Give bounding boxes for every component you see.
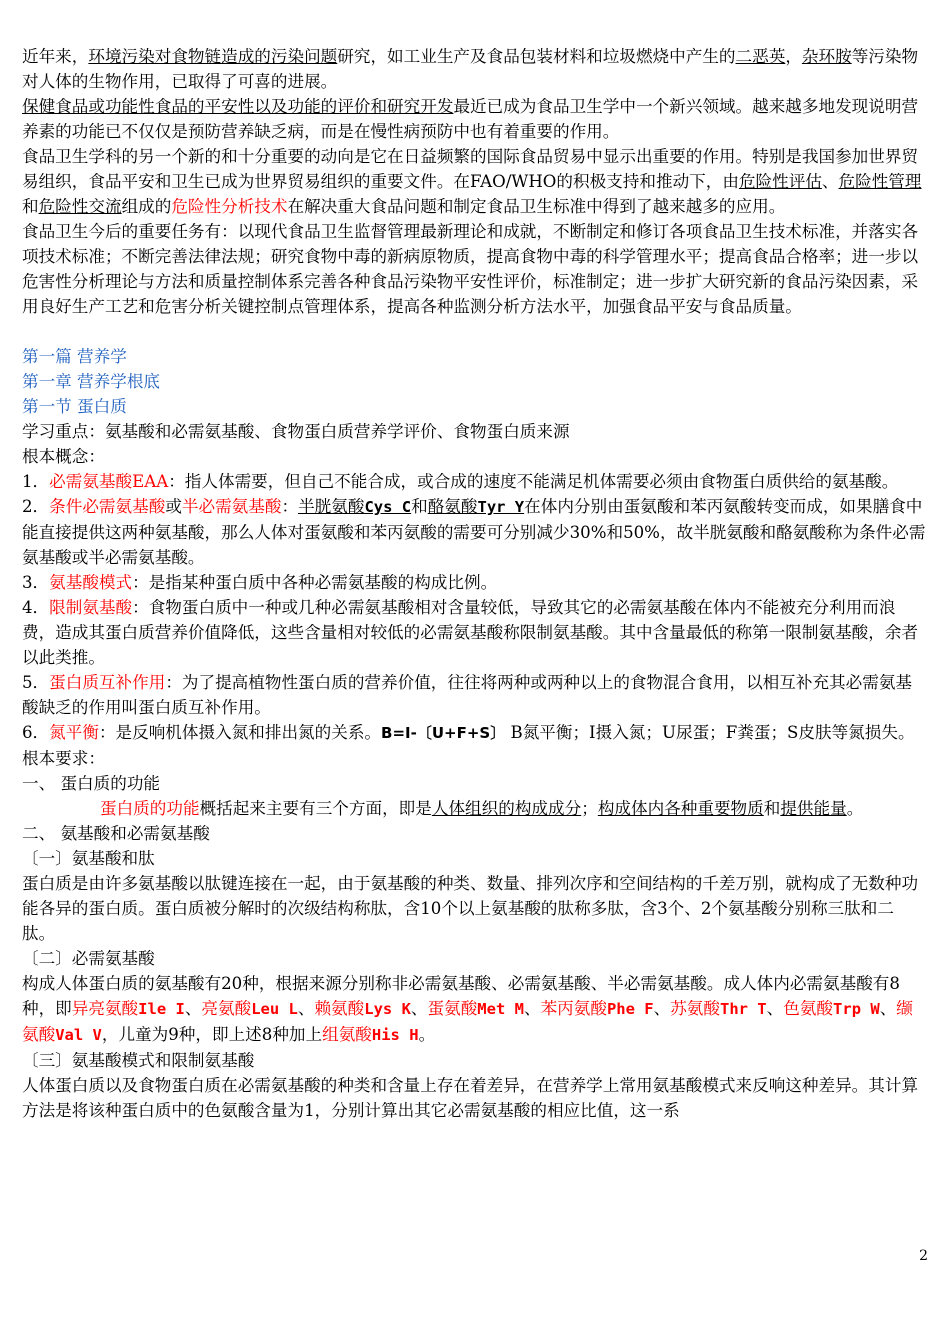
key-points: 学习重点：氨基酸和必需氨基酸、食物蛋白质营养学评价、食物蛋白质来源 <box>22 422 570 441</box>
amino-acid-name: 异亮氨酸 <box>71 999 139 1018</box>
text: 。 <box>418 1025 436 1044</box>
text: ： <box>281 497 299 516</box>
text: 构成人体蛋白质的氨基酸有20种，根据来源分别称非必需氨基酸、必需氨基酸、半必需氨基酸。成人体内必需氨基酸有8种，即 <box>22 974 900 1018</box>
text: 和 <box>411 497 428 516</box>
concept-text: B氮平衡；I摄入氮；U尿蛋；F粪蛋；S皮肤等氮损失。 <box>505 723 915 742</box>
highlighted-term: 危险性分析技术 <box>171 197 288 216</box>
page-number: 2 <box>919 1248 928 1264</box>
amino-acid-code: Met M <box>477 1000 524 1018</box>
document-body <box>22 44 927 1123</box>
concept-text: ：为了提高植物性蛋白质的营养价值，往往将两种或两种以上的食物混合食用，以相互补充其必需氨基酸缺乏的作用叫蛋白质互补作用。 <box>22 673 913 717</box>
amino-acid-name: 色氨酸 <box>783 999 834 1018</box>
underlined-term-dioxin: 二恶英 <box>735 47 786 66</box>
amino-acid-code: Thr T <box>719 1000 767 1018</box>
text: 概括起来主要有三个方面，即是 <box>199 799 432 818</box>
separator: 、 <box>523 999 541 1018</box>
concept-term: 氨基酸模式 <box>49 573 133 592</box>
heading-chapter: 第一章 营养学根底 <box>22 372 161 391</box>
concept-text: ：指人体需要，但自己不能合成，或合成的速度不能满足机体需要必须由食物蛋白质供给的氨基酸。 <box>168 472 899 491</box>
text: 。 <box>846 799 864 818</box>
item-number: 1． <box>22 472 50 491</box>
amino-acid-name: 半胱氨酸 <box>298 497 365 516</box>
separator: 、 <box>653 999 671 1018</box>
separator: 、 <box>297 999 315 1018</box>
heading-amino-acids: 二、 氨基酸和必需氨基酸 <box>22 824 210 843</box>
amino-acid-name: 蛋氨酸 <box>427 999 478 1018</box>
concept-text: ：食物蛋白质中一种或几种必需氨基酸相对含量较低，导致其它的必需氨基酸在体内不能被充分利用而浪费，造成其蛋白质营养价值降低，这些含量相对较低的必需氨基酸称限制氨基酸。其中含量最低的称第一限制氨基酸，余者以此类推。 <box>22 598 919 667</box>
paragraph-amino-acids-peptides: 蛋白质是由许多氨基酸以肽键连接在一起，由于氨基酸的种类、数量、排列次序和空间结构的千差万别，就构成了无数种功能各异的蛋白质。蛋白质被分解时的次级结构称肽，含10个以上氨基酸的肽称多肽，含3个、2个氨基酸分别称三肽和二肽。 <box>22 874 919 943</box>
heading-part: 第一篇 营养学 <box>22 347 127 366</box>
concept-text: ：是指某种蛋白质中各种必需氨基酸的构成比例。 <box>132 573 498 592</box>
item-number: 2． <box>22 497 50 516</box>
separator: 、 <box>766 999 784 1018</box>
underlined-term: 危险性评估 <box>738 172 822 191</box>
text: 在解决重大食品问题和制定食品卫生标准中得到了越来越多的应用。 <box>287 197 786 216</box>
amino-acid-name: 缬氨酸 <box>22 999 913 1044</box>
text: 、 <box>821 172 839 191</box>
item-number: 6． <box>22 723 50 742</box>
underlined-phrase: 保健食品或功能性食品的平安性以及功能的评价和研究开发 <box>22 97 454 116</box>
requirements-title: 根本要求： <box>22 749 105 768</box>
underlined-phrase: 环境污染对食物链造成的污染问题 <box>88 47 338 66</box>
amino-acid-code: Tyr Y <box>477 498 525 516</box>
concept-term: 蛋白质互补作用 <box>49 673 166 692</box>
concept-term: 限制氨基酸 <box>49 598 133 617</box>
amino-acid-name: 组氨酸 <box>322 1025 372 1044</box>
amino-acid-name: 赖氨酸 <box>314 999 365 1018</box>
text: 儿童为9种，即上述8种加上 <box>118 1025 323 1044</box>
separator: 、 <box>184 999 202 1018</box>
paragraph-protein-function <box>22 796 927 821</box>
concept-text: ：是反响机体摄入氮和排出氮的关系。 <box>98 723 382 742</box>
text: 组成的 <box>121 197 172 216</box>
amino-acid-name: 苯丙氨酸 <box>540 999 607 1018</box>
paragraph-amino-acid-pattern: 人体蛋白质以及食物蛋白质在必需氨基酸的种类和含量上存在着差异，在营养学上常用氨基酸模式来反响这种差异。其计算方法是将该种蛋白质中的色氨酸含量为1，分别计算出其它必需氨基酸的相应比值，这一系 <box>22 1076 919 1120</box>
concept-term: 必需氨基酸EAA <box>49 472 169 491</box>
text: 等污染物对人体的生物作用，已取得了可喜的进展。 <box>22 47 919 91</box>
heading-protein-function: 一、 蛋白质的功能 <box>22 774 161 793</box>
underlined-term: 危险性交流 <box>38 197 122 216</box>
underlined-cys <box>298 497 411 516</box>
concept-1 <box>22 469 927 494</box>
text: 近年来， <box>22 47 89 66</box>
subheading-essential-amino-acids: 〔二〕必需氨基酸 <box>22 949 155 968</box>
underlined-term-heterocyclic-amine: 杂环胺 <box>801 47 852 66</box>
concepts-title: 根本概念： <box>22 447 105 466</box>
underlined-term: 危险性管理 <box>838 172 922 191</box>
underlined-phrase: 提供能量 <box>780 799 847 818</box>
heading-section: 第一节 蛋白质 <box>22 397 127 416</box>
separator: 、 <box>879 999 897 1018</box>
amino-acid-code: His H <box>371 1026 419 1044</box>
item-number: 5． <box>22 673 50 692</box>
amino-acid-name: 酪氨酸 <box>427 497 478 516</box>
paragraph-essential-amino-acids <box>22 971 927 1048</box>
concept-3 <box>22 570 927 595</box>
amino-acid-code: Cys C <box>364 498 412 516</box>
spacer <box>22 319 927 344</box>
concept-term: 氮平衡 <box>49 723 99 742</box>
text: 或 <box>165 497 182 516</box>
amino-acid-code: Lys K <box>364 1000 411 1018</box>
separator: 、 <box>410 999 428 1018</box>
paragraph-pollution <box>22 44 927 94</box>
text: ； <box>581 799 598 818</box>
item-number: 3． <box>22 573 50 592</box>
highlighted-term: 蛋白质的功能 <box>100 799 200 818</box>
concept-term: 半必需氨基酸 <box>181 497 282 516</box>
concept-2 <box>22 494 927 570</box>
concept-term: 条件必需氨基酸 <box>49 497 166 516</box>
text: 和 <box>763 799 781 818</box>
item-number: 4． <box>22 598 50 617</box>
text: 和 <box>22 197 39 216</box>
nitrogen-balance-formula: B=I-〔U+F+S〕 <box>381 724 506 742</box>
text: 食品卫生学科的另一个新的和十分重要的动向是它在日益频繁的国际食品贸易中显示出重要的作用。特别是我国参加世界贸易组织，食品平安和卫生已成为世界贸易组织的重要文件。在FAO/WHO的积极支持和推动下，由 <box>22 147 919 191</box>
paragraph-future-tasks: 食品卫生今后的重要任务有：以现代食品卫生监督管理最新理论和成就，不断制定和修订各项食品卫生技术标准，并落实各项技术标准；不断完善法律法规；研究食物中毒的新病原物质，提高食物中毒的科学管理水平；提高食品合格率；进一步以危害性分析理论与方法和质量控制体系完善各种食品污染物平安性评价，标准制定；进一步扩大研究新的食品污染因素，采用良好生产工艺和危害分析关键控制点管理体系，提高各种监测分析方法水平，加强食品平安与食品质量。 <box>22 222 919 316</box>
amino-acid-code: Trp W <box>833 1000 880 1018</box>
text: 最近已成为食品卫生学中一个新兴领域。越来越多地发现说明营养素的功能已不仅仅是预防营养缺乏病，而是在慢性病预防中也有着重要的作用。 <box>22 97 919 141</box>
subheading-amino-acids-peptides: 〔一〕氨基酸和肽 <box>22 849 155 868</box>
amino-acid-name: 亮氨酸 <box>201 999 252 1018</box>
subheading-amino-acid-pattern: 〔三〕氨基酸模式和限制氨基酸 <box>22 1051 255 1070</box>
concept-6 <box>22 720 927 746</box>
concept-text: 在体内分别由蛋氨酸和苯丙氨酸转变而成，如果膳食中能直接提供这两种氨基酸，那么人体对蛋氨酸和苯丙氨酸的需要可分别减少30%和50%，故半胱氨酸和酪氨酸称为条件必需氨基酸或半必需氨基酸。 <box>22 497 926 567</box>
amino-acid-code: Val V <box>55 1026 102 1044</box>
separator: ， <box>101 1025 119 1044</box>
amino-acid-code: Leu L <box>251 1000 298 1018</box>
text: 研究，如工业生产及食品包装材料和垃圾燃烧中产生的 <box>337 47 736 66</box>
amino-acid-code: Phe F <box>606 1000 654 1018</box>
underlined-tyr <box>428 497 524 516</box>
underlined-phrase: 构成体内各种重要物质 <box>597 799 764 818</box>
underlined-phrase: 人体组织的构成成分 <box>431 799 582 818</box>
amino-acid-name: 苏氨酸 <box>670 999 720 1018</box>
text: ， <box>785 47 802 66</box>
amino-acid-code: Ile I <box>138 1000 185 1018</box>
concept-5 <box>22 670 927 720</box>
paragraph-risk-analysis <box>22 144 927 219</box>
paragraph-health-food <box>22 94 927 144</box>
concept-4 <box>22 595 927 670</box>
